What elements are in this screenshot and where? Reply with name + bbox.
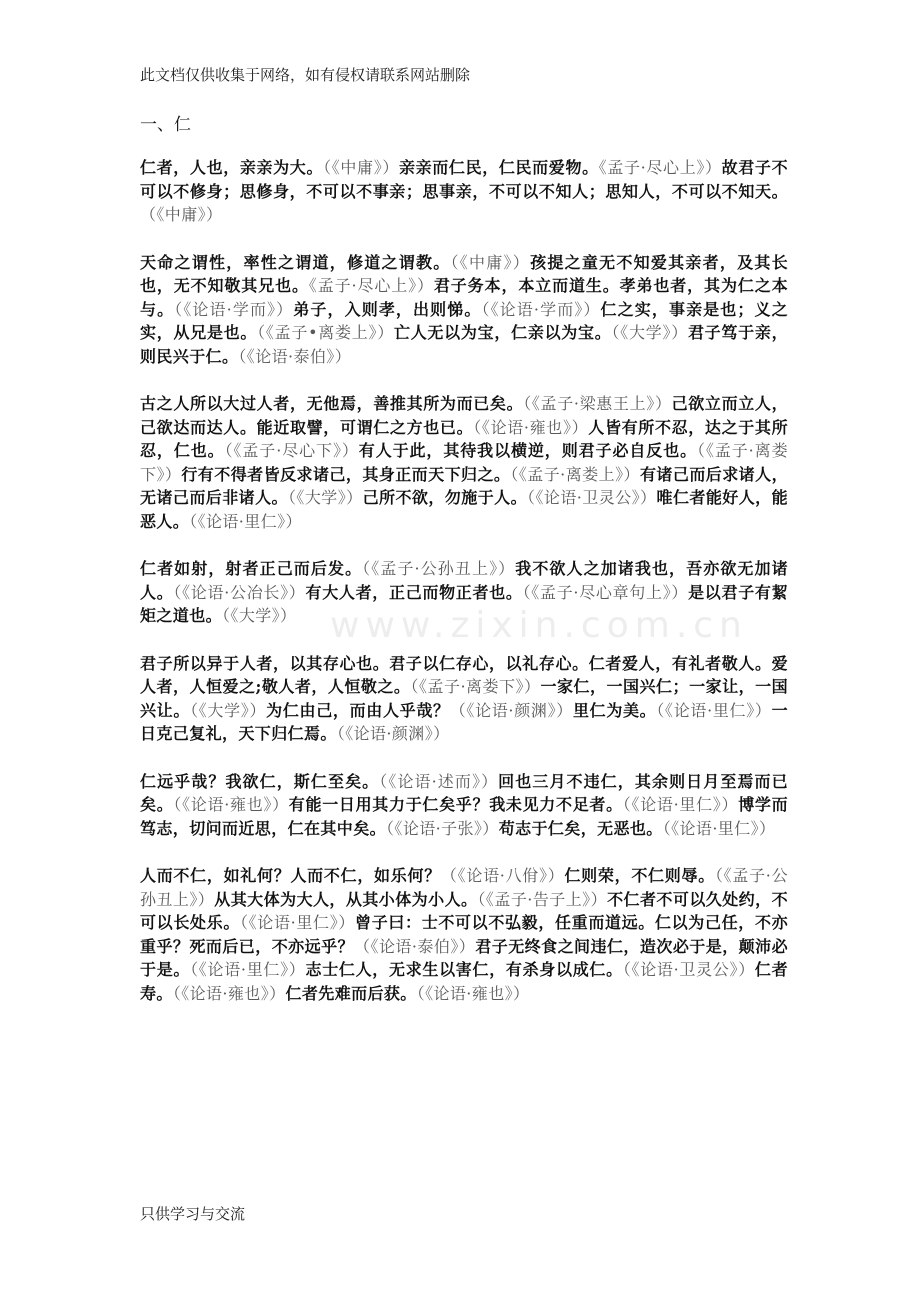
quote-text: 孩提之童无不知爱其亲者，及其长也，无不知敬其兄也。 xyxy=(140,252,788,295)
quote-text: 君子所以异于人者，以其存心也。君子以仁存心，以礼存心。仁者爱人，有礼者敬人。爱人者，人恒爱之;敬人者，人恒敬之。 xyxy=(140,653,788,696)
quote-text: 不仁者不可以久处约，不可以长处乐。 xyxy=(140,889,788,932)
citation: （《论语·雍也》） xyxy=(416,983,530,1003)
citation: （《论语·泰伯》） xyxy=(354,936,476,956)
citation: （《论语·雍也》） xyxy=(473,417,589,437)
quote-text: 仁之实，事亲是也；义之实，从兄是也。 xyxy=(140,299,789,342)
document-page xyxy=(140,0,788,1302)
quote-text: 仁者，人也，亲亲为大。 xyxy=(140,158,324,177)
paragraph xyxy=(140,557,788,628)
quote-text: 唯仁者能好人，能恶人。 xyxy=(140,488,788,531)
citation: （《论语·里仁》） xyxy=(662,818,776,838)
citation: （《中庸》） xyxy=(323,158,399,177)
quote-text: 仁者寿。 xyxy=(140,960,789,1003)
quote-text: 古之人所以大过人者，无他焉，善推其所为而已矣。 xyxy=(140,394,524,413)
citation: 《孟子·尽心上》） xyxy=(598,158,722,177)
citation: （《论语·学而》） xyxy=(174,299,294,319)
citation: （《论语·述而》） xyxy=(379,771,499,791)
quote-text: 故君子不可以不修身；思修身，不可以不事亲；思事亲，不可以不知人；思知人，不可以不知天。 xyxy=(140,158,788,201)
citation: （《论语·里仁》） xyxy=(189,511,302,531)
quote-text: 志士仁人，无求生以害仁，有杀身以成仁。 xyxy=(305,960,623,979)
quote-text: 君子务本，本立而道生。孝弟也者，其为仁之本与。 xyxy=(140,276,788,319)
quote-text: 里仁为美。 xyxy=(572,700,657,720)
quote-text: 行有不得者皆反求诸己，其身正而天下归之。 xyxy=(181,464,511,484)
paragraph xyxy=(140,652,788,746)
citation: （《大学》） xyxy=(190,700,267,720)
quote-text: 弟子，入则孝，出则悌。 xyxy=(293,299,482,319)
quote-text: 为仁由己，而由人乎哉？ xyxy=(266,700,450,720)
citation: （《论语·里仁》） xyxy=(656,700,772,720)
citation: （《论语·里仁》） xyxy=(190,960,306,979)
quote-text: 仁则荣，不仁则辱。 xyxy=(564,866,715,885)
quote-text: 从其大体为大人，从其小体为小人。 xyxy=(214,889,478,909)
citation: （《孟子·告子上》） xyxy=(477,889,608,909)
quote-text: 一日克己复礼，天下归仁焉。 xyxy=(140,700,789,743)
quote-text: 有能一日用其力于仁矣乎？我未见力不足者。 xyxy=(288,795,623,814)
quote-text: 曾子曰：士不可以不弘毅，任重而道远。仁以为己任，不亦重乎？死而后已，不亦远乎？ xyxy=(140,913,789,956)
citation: （《大学》） xyxy=(611,323,688,342)
citation: （《孟子·尽心章句上》） xyxy=(522,582,689,602)
citation: （《孟子·梁惠王上》） xyxy=(523,394,672,413)
citation: （《中庸》） xyxy=(140,205,223,224)
quote-text: 一家仁，一国兴仁；一家让，一国兴让。 xyxy=(140,677,788,720)
citation: （《孟子·公孙丑上》） xyxy=(362,559,516,578)
footer-note: 只供学习与交流 xyxy=(140,1205,246,1223)
citation: （《孟子•离娄上》） xyxy=(257,323,394,342)
citation: （《孟子·离娄上》） xyxy=(510,464,640,484)
body-text xyxy=(140,156,788,1029)
citation: （《论语·里仁》） xyxy=(622,795,739,814)
quote-text: 人而不仁，如礼何？人而不仁，如乐何？ xyxy=(140,866,441,885)
quote-text: 君子无终食之间违仁，造次必于是，颠沛必于是。 xyxy=(140,936,788,979)
citation: （《孟子·离娄下》） xyxy=(410,677,541,696)
quote-text: 仁者先难而后获。 xyxy=(285,983,417,1003)
quote-text: 己欲立而立人，己欲达而达人。能近取譬，可谓仁之方也已。 xyxy=(140,394,788,437)
paragraph xyxy=(140,251,788,369)
citation: （《论语·卫灵公》） xyxy=(527,488,657,507)
quote-text: 人皆有所不忍，达之于其所忍，仁也。 xyxy=(140,417,788,460)
citation: （《论语·里仁》） xyxy=(239,913,356,932)
citation: （《论语·颜渊》） xyxy=(449,700,573,720)
quote-text: 有人于此，其待我以横逆，则君子必自反也。 xyxy=(358,441,698,460)
citation: （《论语·颜渊》） xyxy=(336,724,450,743)
quote-text: 回也三月不违仁，其余则日月至焉而已矣。 xyxy=(140,771,789,814)
paragraph xyxy=(140,156,788,227)
citation: （《孟子·尽心下》） xyxy=(224,441,359,460)
citation: 《孟子·尽心上》） xyxy=(308,276,434,295)
quote-text: 有大人者，正己而物正者也。 xyxy=(305,582,523,602)
citation: （《论语·子张》） xyxy=(386,818,499,838)
paragraph xyxy=(140,770,788,841)
paragraph xyxy=(140,392,788,533)
citation: （《论语·卫灵公》） xyxy=(622,960,755,979)
quote-text: 有诸己而后求诸人，无诸己而后非诸人。 xyxy=(140,464,788,507)
quote-text: 苟志于仁矣，无恶也。 xyxy=(498,818,663,838)
quote-text: 是以君子有絜矩之道也。 xyxy=(140,582,789,625)
header-note: 此文档仅供收集于网络，如有侵权请联系网站删除 xyxy=(140,66,471,84)
quote-text: 亡人无以为宝，仁亲以为宝。 xyxy=(393,323,612,342)
watermark: www.zixin.com.cn xyxy=(330,605,748,646)
citation: （《大学》） xyxy=(222,606,297,625)
paragraph xyxy=(140,864,788,1005)
quote-text: 己所不欲，勿施于人。 xyxy=(362,488,528,507)
citation: （《论语·雍也》） xyxy=(172,983,286,1003)
quote-text: 君子笃于亲，则民兴于仁。 xyxy=(140,323,789,366)
quote-text: 天命之谓性，率性之谓道，修道之谓教。 xyxy=(140,252,451,272)
quote-text: 亲亲而仁民，仁民而爱物。 xyxy=(398,158,599,177)
citation: （《大学》） xyxy=(287,488,363,507)
citation: （《论语·八佾》） xyxy=(440,866,565,885)
citation: （《论语·学而》） xyxy=(481,299,601,319)
section-heading: 一、仁 xyxy=(140,115,191,135)
quote-text: 博学而笃志，切问而近思，仁在其中矣。 xyxy=(140,795,788,838)
citation: （《论语·雍也》） xyxy=(173,795,289,814)
citation: （《中庸》） xyxy=(450,252,531,272)
citation: （《孟子·公孙丑上》） xyxy=(140,866,789,909)
citation: （《孟子·离娄下》） xyxy=(140,441,788,484)
quote-text: 我不欲人之加诸我也，吾亦欲无加诸人。 xyxy=(140,559,788,602)
citation: （《论语·泰伯》） xyxy=(238,346,352,366)
quote-text: 仁远乎哉？我欲仁，斯仁至矣。 xyxy=(140,771,380,791)
quote-text: 仁者如射，射者正己而后发。 xyxy=(140,559,363,578)
citation: （《论语·公冶长》） xyxy=(173,582,306,602)
